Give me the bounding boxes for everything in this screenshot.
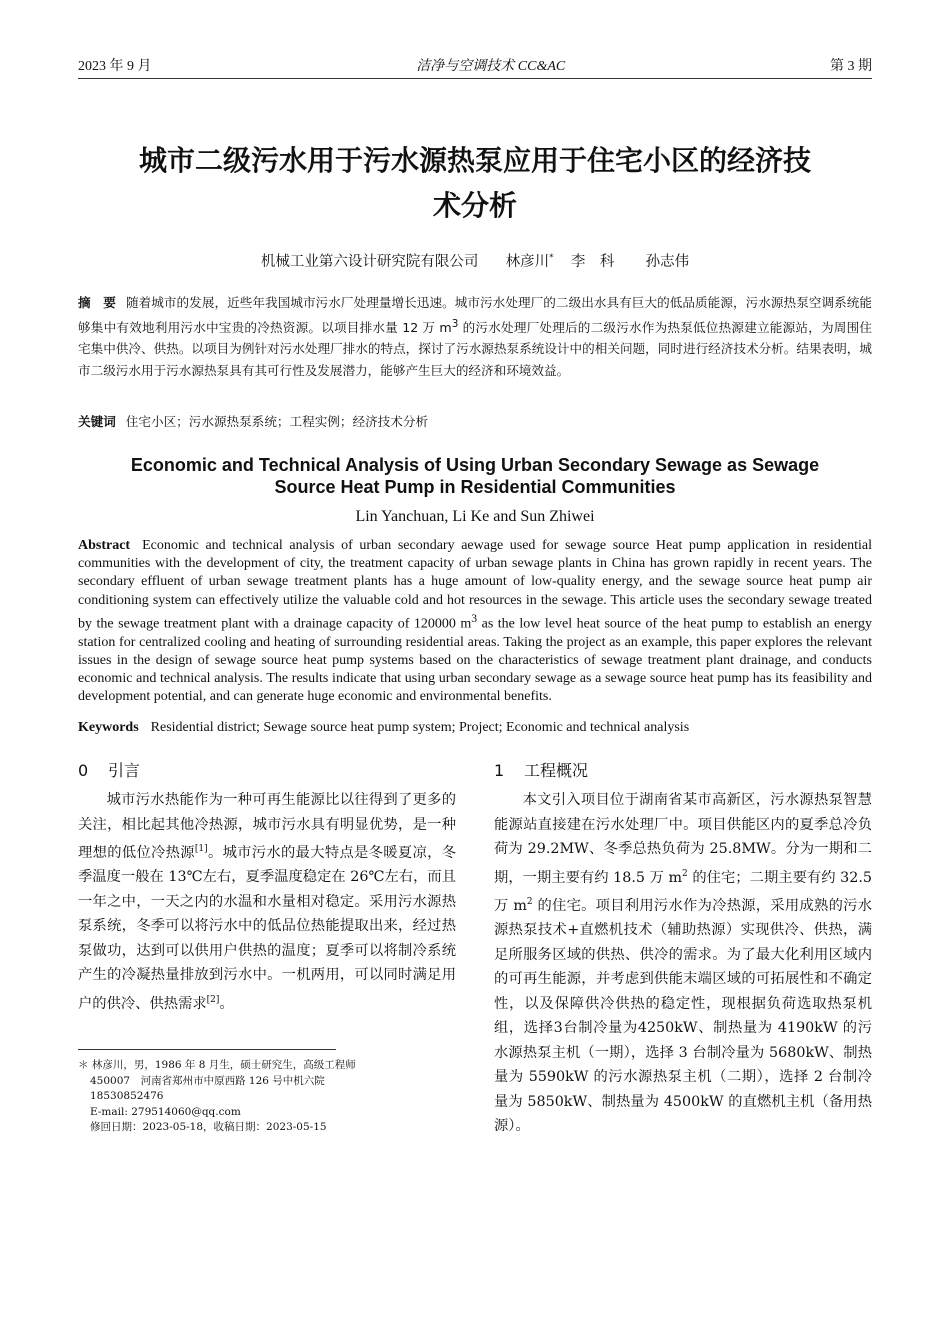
left-column [78, 758, 456, 1016]
author-line [78, 250, 872, 271]
cn-abstract-text-b: 的污水处理厂处理后的二级污水作为热泵低位热源建立能源站，为周围住宅集中供冷、供热。以项目为例针对污水处理厂排水的特点，探讨了污水源热泵系统设计中的相关问题，同时进行经济技术分析。结果表明，城市二级污水用于污水源热泵具有其可行性及发展潜力，能够产生巨大的经济和环境效益。 [78, 319, 872, 378]
section-0-number: 0 [78, 761, 89, 780]
footnote-email: E-mail: 279514060@qq.com [90, 1105, 241, 1118]
section-0-text-a: 城市污水热能作为一种可再生能源比以往得到了更多的关注，相比起其他冷热源，城市污水具有明显优势，是一种理想的低位冷热源 [78, 792, 456, 861]
footnote [78, 1058, 456, 1136]
cn-abstract-sup: 3 [451, 317, 459, 330]
section-1-heading [494, 758, 872, 780]
cn-abstract [78, 292, 872, 381]
en-keywords [78, 720, 872, 736]
section-1-sup-1: 2 [682, 868, 688, 879]
en-abstract-sup: 3 [471, 611, 478, 625]
reference-1: [1] [194, 844, 208, 854]
author-1: 林彦川 [505, 254, 550, 270]
section-1-text-a: 本文引入项目位于湖南省某市高新区，污水源热泵智慧能源站直接建在污水处理厂中。项目供能区内的夏季总冷负荷为 29.2MW、冬季总热负荷为 25.8MW。分为一期和二期，一期主要有约 18.5 万 m [494, 792, 872, 886]
cn-keywords-label: 关键词 [78, 414, 116, 429]
section-1-text-b: 的住宅；二期主要有约 32.5 万 m [494, 869, 872, 914]
author-2: 李 科 [570, 254, 615, 270]
section-1-title: 工程概况 [524, 761, 589, 780]
header-journal: 洁净与空调技术 CC&AC [416, 59, 566, 74]
section-0-text-b: 。城市污水的最大特点是冬暖夏凉，冬季温度一般在 13℃左右，夏季温度稳定在 26℃左右，而且一年之中，一天之内的水温和水量相对稳定。采用污水源热泵系统，冬季可以将污水中的低品位热能提取出来，经过热泵做功，达到可以供用户供热的温度；夏季可以将制冷系统产生的冷凝热量排放到污水中。一机两用，可以同时满足用户的供冷、供热需求 [78, 844, 457, 1012]
cn-abstract-label: 摘 要 [78, 295, 116, 310]
footnote-line-2: 450007 河南省郑州市中原西路 126 号中机六院 [90, 1074, 325, 1087]
en-abstract-label: Abstract [78, 538, 131, 553]
section-1-paragraph [494, 788, 872, 1139]
author-org: 机械工业第六设计研究院有限公司 [260, 254, 479, 270]
section-0-paragraph [78, 788, 456, 1016]
cn-keywords [78, 411, 872, 430]
section-0-heading [78, 758, 456, 780]
en-title-line1: Economic and Technical Analysis of Using Urban Secondary Sewage as Sewage [130, 455, 820, 475]
header-rule [78, 78, 872, 79]
section-0-text-c: 。 [219, 995, 234, 1012]
en-abstract-text-b: as the low level heat source of the heat pump to establish an energy station for centralized cooling and heating of surrounding residential areas. Taking the project as an example, this paper explores the relevant issues in the design of sewage source heat pump systems based on the characteristics of sewage treatment plant drainage, and conducts economic and technical analysis. The results indicate that using urban secondary sewage as a sewage source heat pump has its feasibility and development potential, and can generate huge economic and environmental benefits. [78, 616, 873, 705]
author-1-mark: * [549, 253, 554, 264]
en-authors: Lin Yanchuan, Li Ke and Sun Zhiwei [355, 508, 595, 525]
en-abstract [78, 537, 872, 706]
reference-2: [2] [206, 994, 220, 1005]
section-0-title: 引言 [108, 761, 141, 780]
en-abstract-text-a: Economic and technical analysis of urban secondary aewage used for sewage source Heat pump application in residential communities with the development of city, the treatment capacity of urban sewage plants in China has grown rapidly in recent years. The secondary effluent of urban sewage treatment plants has a huge amount of low-quality energy, and the sewage source heat pump air conditioning system can effectively utilize the valuable cold and hot resources in the sewage. This article uses the secondary sewage treated by the sewage treatment plant with a drainage capacity of 120000 m [78, 538, 872, 632]
section-1-number: 1 [494, 761, 505, 780]
paper-title-line1: 城市二级污水用于污水源热泵应用于住宅小区的经济技 [138, 144, 811, 177]
section-1-sup-2: 2 [526, 896, 533, 907]
paper-title [78, 138, 872, 228]
footnote-line-3: 18530852476 [90, 1090, 164, 1102]
cn-abstract-text-a: 随着城市的发展，近些年我国城市污水厂处理量增长迅速。城市污水处理厂的二级出水具有巨大的低品质能源，污水源热泵空调系统能够集中有效地利用污水中宝贵的冷热资源。以项目排水量 12 万 m [78, 295, 873, 335]
author-3: 孙志伟 [645, 254, 690, 270]
header-issue: 第 3 期 [830, 59, 872, 74]
cn-keywords-text: 住宅小区；污水源热泵系统；工程实例；经济技术分析 [125, 414, 429, 429]
section-1-text-c: 的住宅。项目利用污水作为冷热源，采用成熟的污水源热泵技术+直燃机技术（辅助热源）实现供冷、供热，满足所服务区域的供热、供冷的需求。为了最大化利用区域内的可再生能源，并考虑到供能末端区域的可拓展性和不确定性，以及保障供冷供热的稳定性，现根据负荷选取热泵机组，选择3台制冷量为4250kW、制热量为 4190kW 的污水源热泵主机（一期），选择 3 台制冷量为 5680kW、制热量为 5590kW 的污水源热泵主机（二期），选择 2 台制冷量为 5850kW、制热量为 4500kW 的直燃机主机（备用热源）。 [494, 897, 872, 1135]
en-keywords-label: Keywords [78, 720, 139, 735]
footnote-line-1: ＊ 林彦川，男，1986 年 8 月生，硕士研究生，高级工程师 [78, 1059, 356, 1071]
en-title [78, 454, 872, 498]
en-title-line2: Source Heat Pump in Residential Communities [274, 477, 676, 497]
header-date: 2023 年 9 月 [78, 59, 152, 74]
paper-title-line2: 术分析 [432, 189, 517, 222]
running-header [78, 54, 872, 76]
footnote-rule [78, 1049, 336, 1050]
footnote-dates: 修回日期：2023-05-18，收稿日期：2023-05-15 [90, 1121, 327, 1133]
right-column [494, 758, 872, 1139]
en-keywords-text: Residential district; Sewage source heat pump system; Project; Economic and technical analysis [150, 720, 690, 735]
